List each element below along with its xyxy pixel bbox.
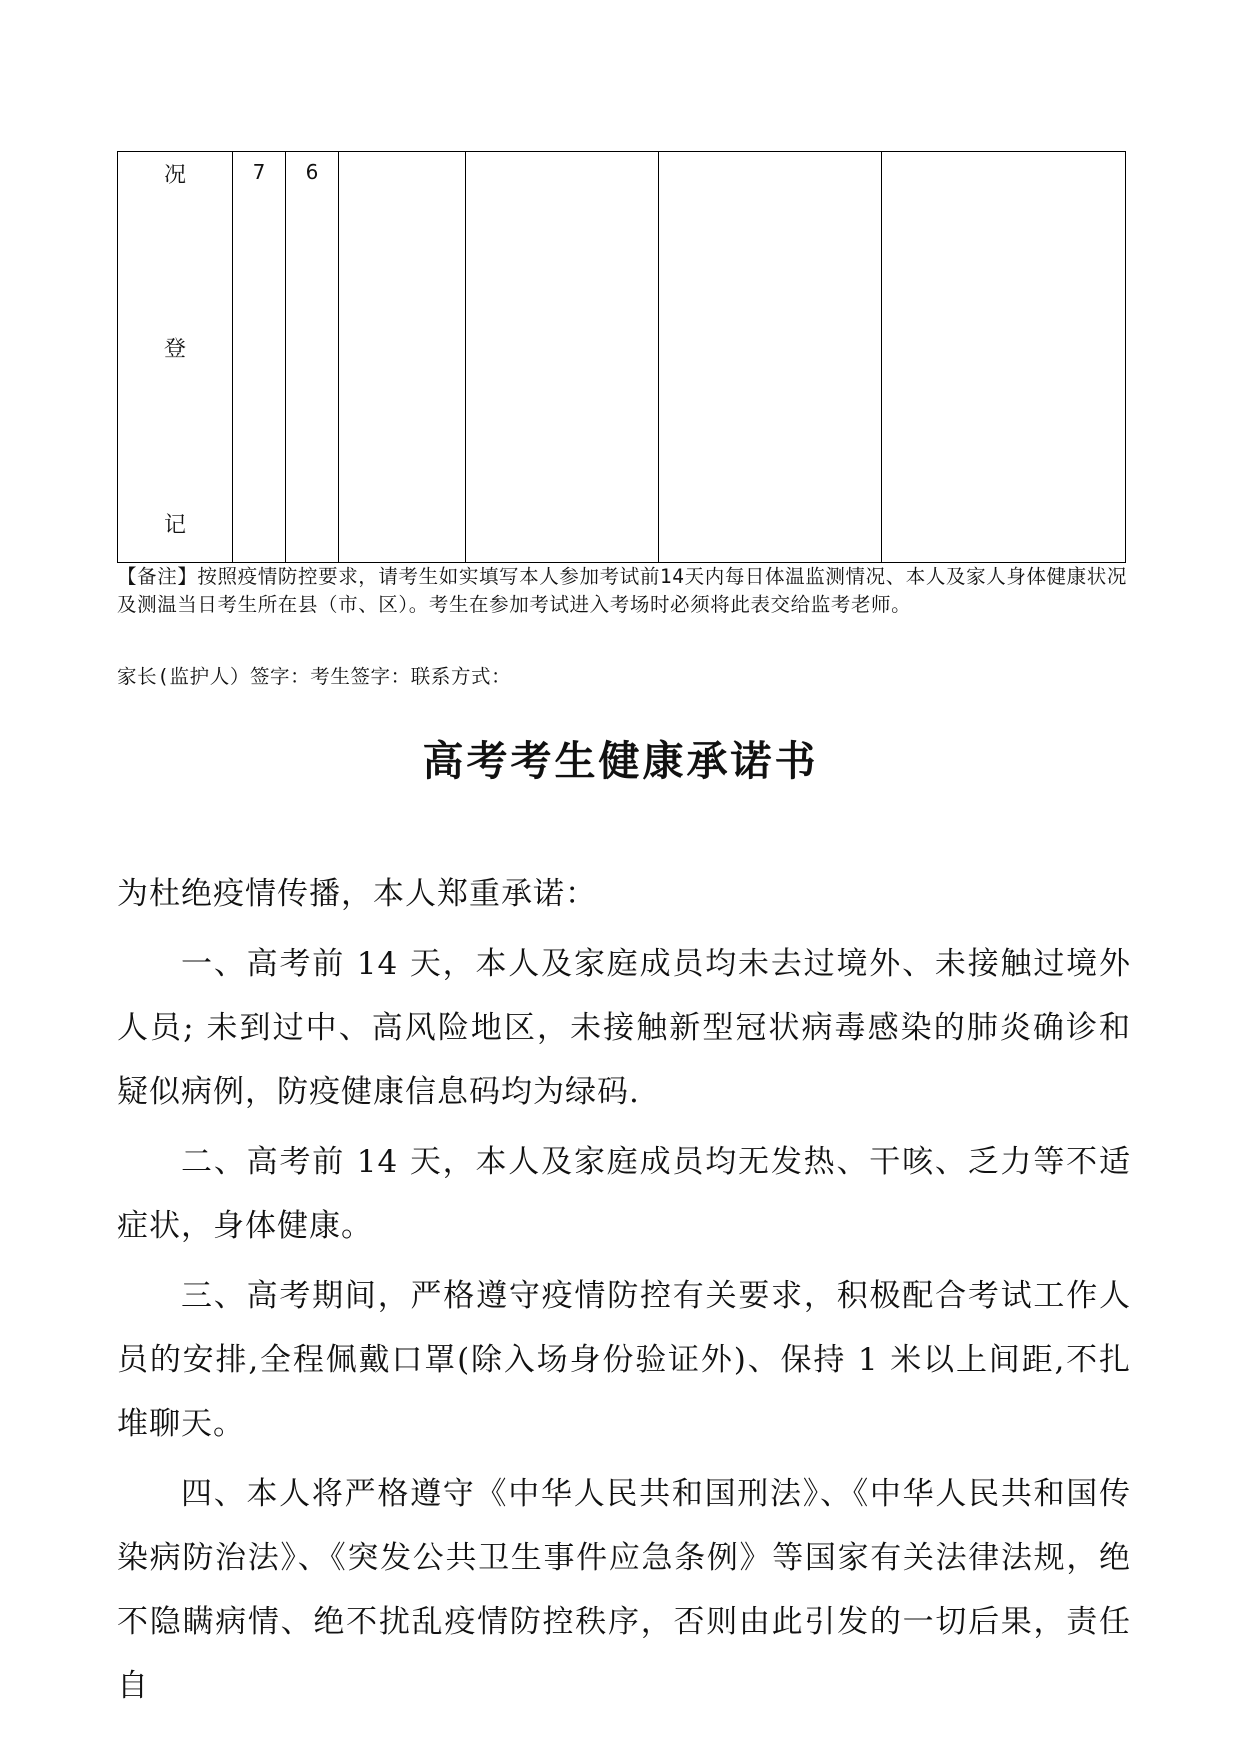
intro-paragraph: 为杜绝疫情传播，本人郑重承诺： <box>117 876 597 912</box>
month-cell <box>233 152 286 563</box>
commitment-item: 四、本人将严格遵守《中华人民共和国刑法》、《中华人民共和国传染病防治法》、《突发公共卫生事件应急条例》等国家有关法律法规，绝不隐瞒病情、绝不扰乱疫情防控秩序，否则由此引发的一切后果，责任自 <box>117 1476 1131 1704</box>
day-cell <box>286 152 339 563</box>
label-char: 况 <box>163 163 187 188</box>
commitment-item: 三、高考期间，严格遵守疫情防控有关要求，积极配合考试工作人员的安排,全程佩戴口罩(除入场身份验证外)、保持 1 米以上间距,不扎堆聊天。 <box>117 1278 1131 1442</box>
commitment-item: 一、高考前 14 天，本人及家庭成员均未去过境外、未接触过境外人员; 未到过中、高风险地区，未接触新型冠状病毒感染的肺炎确诊和疑似病例，防疫健康信息码均为绿码. <box>117 946 1131 1110</box>
page-title: 高考考生健康承诺书 <box>422 737 819 785</box>
label-char: 记 <box>163 513 187 538</box>
table-cell <box>466 152 659 563</box>
signature-line: 家长(监护人）签字：考生签字：联系方式： <box>117 665 512 688</box>
commitment-body <box>117 862 1131 1718</box>
table-cell <box>659 152 882 563</box>
row-label-cell <box>118 152 233 563</box>
table-cell <box>882 152 1126 563</box>
commitment-item: 二、高考前 14 天，本人及家庭成员均无发热、干咳、乏力等不适症状，身体健康。 <box>117 1144 1131 1244</box>
label-char: 登 <box>163 337 187 362</box>
remark-note: 【备注】按照疫情防控要求，请考生如实填写本人参加考试前14天内每日体温监测情况、本人及家人身体健康状况及测温当日考生所在县（市、区）。考生在参加考试进入考场时必须将此表交给监考老师。 <box>117 565 1127 616</box>
table-row <box>118 152 1126 563</box>
table-cell <box>339 152 466 563</box>
cell-value: 7 <box>252 160 266 184</box>
registration-table <box>117 151 1126 563</box>
cell-value: 6 <box>305 160 319 184</box>
